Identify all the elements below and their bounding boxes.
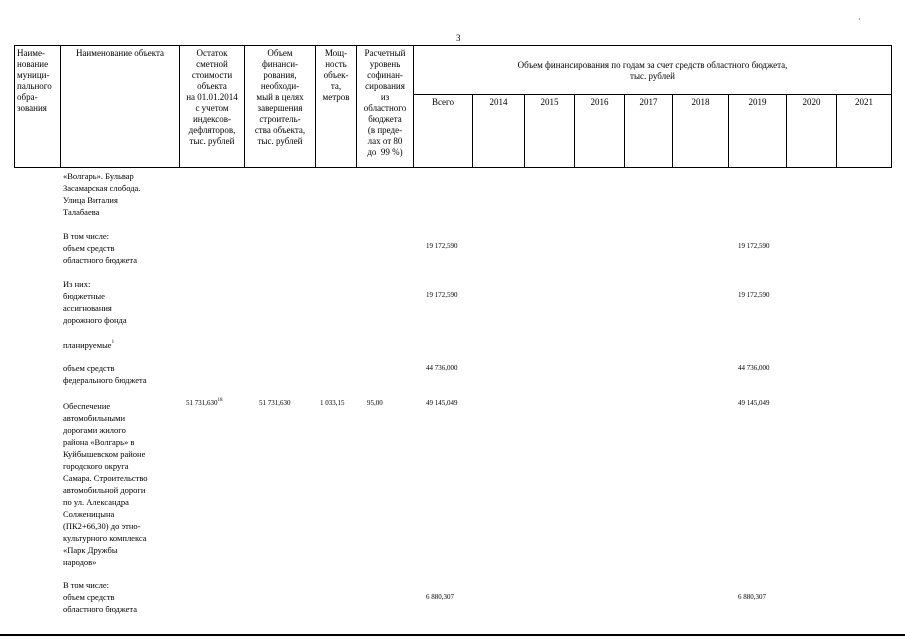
header-group-title: Объем финансирования по годам за счет средств областного бюджета, тыс. рублей [517,60,788,81]
row-regional-budget-total-2: 6 880,307 [426,593,454,601]
row-object-name: Обеспечение автомобильными дорогами жилого района «Волгарь» в Куйбышевском районе городского округа Самара. Строительство автомобильной дороги по ул. Александра Солженицына (ПК2+66,30) до этно- культурного комплекса «Парк Дружбы народов» [63,401,148,567]
header-year-2014: 2014 [489,97,508,107]
row-planned-label: планируемые$^1$ [63,340,115,350]
row-road-fund-label: Из них: бюджетные ассигнования дорожного фонда [63,279,127,325]
header-capacity: Мощ- ность объек- та, метров [322,48,350,102]
header-remaining-cost: Остаток сметной стоимости объекта на 01.01.2014 с учетом индексов- дефляторов, тыс. рублей [186,48,238,146]
footnote-marker: 18 [217,398,223,403]
header-municipality: Наиме- нование муници- пального обра- зования [17,48,52,113]
row-object-name-cont: «Волгарь». Бульвар Засамарская слобода. Улица Виталия Талабаева [63,171,141,217]
row-federal-budget-total: 44 736,000 [426,364,458,372]
row-road-fund-total: 19 172,590 [426,291,458,299]
header-year-2019: 2019 [748,97,767,107]
footnote-marker: 1 [111,340,115,345]
grid-line [14,45,15,168]
row-road-fund-2019: 19 172,590 [738,291,770,299]
years-top-border [413,94,892,95]
row-object-cofinancing: 95,00 [367,399,383,407]
header-year-2020: 2020 [802,97,821,107]
header-year-total: Всего [431,97,455,107]
table-top-border [14,45,892,46]
row-federal-budget-2019: 44 736,000 [738,364,770,372]
row-object-total: 49 145,049 [426,399,458,407]
row-regional-budget-2019-2: 6 880,307 [738,593,766,601]
header-bottom-border [14,167,892,168]
row-object-capacity: 1 033,15 [320,399,345,407]
row-object-funding-volume: 51 731,630 [259,399,291,407]
header-year-2015: 2015 [540,97,559,107]
header-year-2017: 2017 [639,97,658,107]
row-regional-budget-2019: 19 172,590 [738,242,770,250]
row-object-remaining-cost: 51 731,630$^{18}$ [186,398,223,407]
header-year-2018: 2018 [691,97,710,107]
page-bottom-border [0,634,905,636]
header-year-2016: 2016 [590,97,609,107]
header-funding-volume: Объем финанси- рования, необходи- мый в целях завершения строитель- ства объекта, тыс. рублей [254,48,306,146]
row-regional-budget-label-2: В том числе: объем средств областного бюджета [63,580,138,614]
header-object: Наименование объекта [75,48,165,58]
header-year-2021: 2021 [855,97,873,107]
header-cofinancing: Расчетный уровень софинан- сирования из областного бюджета (в преде- лах от 80 до 99 %) [363,48,407,157]
scan-dot: · [858,15,861,24]
row-federal-budget-label: объем средств федерального бюджета [63,363,147,385]
row-regional-budget-label: В том числе: объем средств областного бюджета [63,231,138,265]
row-object-2019: 49 145,049 [738,399,770,407]
page-number: 3 [456,33,461,43]
row-regional-budget-total: 19 172,590 [426,242,458,250]
